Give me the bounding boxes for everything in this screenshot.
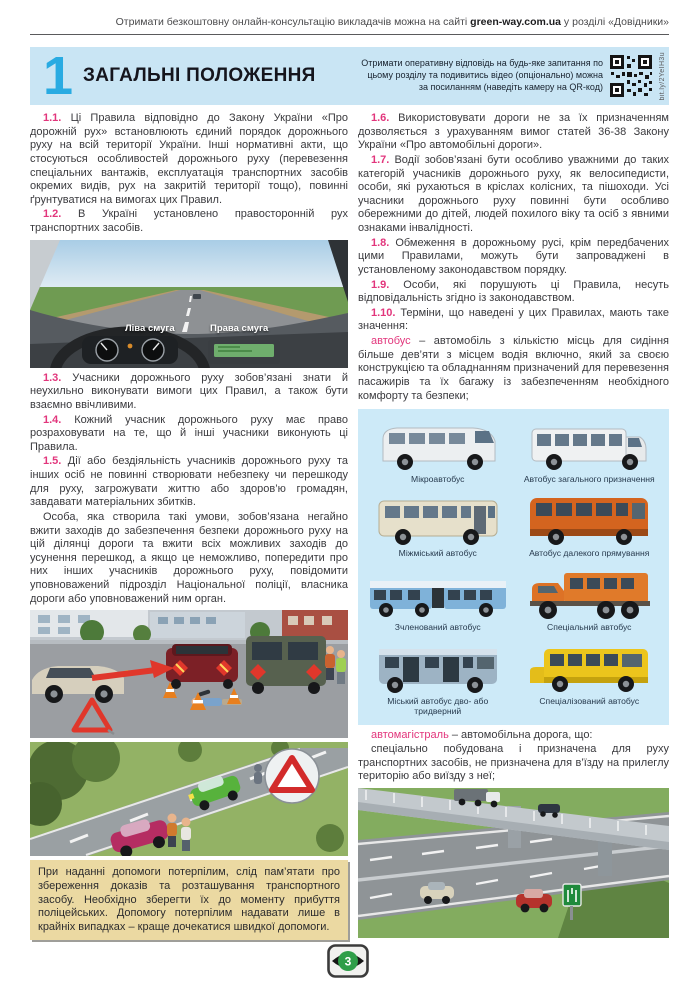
bus-type-articulated <box>364 567 512 633</box>
term-bus: автобус <box>371 335 411 347</box>
first-aid-note: При наданні допомоги потерпілим, слід пам’ятати про збереження доказів та розташування транспортного засобу. Необхідно зберегти їх до моменту прибуття поліцейських. Допомогу потерпілим надавати лише в крайніх випадках – краще дочекатися швидкої допомоги. <box>30 860 348 940</box>
bus-label: Зчленований автобус <box>394 621 481 632</box>
bus-label: Спеціальний автобус <box>547 621 632 632</box>
top-note <box>30 16 669 28</box>
paragraph-1-4 <box>30 414 348 455</box>
bus-type-long-distance <box>516 493 664 559</box>
paragraph-number: 1.8. <box>371 236 390 249</box>
bus-label: Автобус загального призначення <box>523 474 655 485</box>
qr-instructions: Отримати оперативну відповідь на будь-яке запитання по цьому розділу та подивитись відео (опціонально) можна за посиланням (наведіть камеру на QR-код) <box>361 58 603 92</box>
definition-bus <box>358 335 669 403</box>
paragraph-number: 1.5. <box>43 455 62 468</box>
top-note-prefix: Отримати безкоштовну онлайн-консультацію викладачів можна на сайті <box>115 16 471 28</box>
bus-label: Спеціалізований автобус <box>539 695 640 706</box>
paragraph-number: 1.4. <box>43 413 62 426</box>
header-rule <box>30 34 669 35</box>
bus-label: Автобус далекого прямування <box>529 548 650 558</box>
cockpit-road-illustration <box>30 240 348 368</box>
right-column <box>358 112 669 942</box>
paragraph-1-5 <box>30 455 348 510</box>
left-column <box>30 112 348 942</box>
bus-label: Мікроавтобус <box>411 474 465 485</box>
paragraph-number: 1.6. <box>371 112 390 124</box>
definition-motorway-continued <box>358 743 669 784</box>
right-lane-label: Права смуга <box>210 322 269 334</box>
definition-text: – автомобільна дорога, що: <box>448 728 593 741</box>
paragraph-text: В Україні установлено правосторонній рух транспортних засобів. <box>30 208 348 234</box>
motorway-illustration <box>358 788 669 938</box>
bus-types-panel <box>358 409 669 724</box>
bus-type-specialized <box>516 641 664 717</box>
bus-label: Міський автобус дво- або тридверний <box>387 695 489 716</box>
general-purpose-bus-illustration <box>524 419 654 473</box>
top-note-suffix: у розділі «Довідники» <box>561 16 669 28</box>
roadside-warning-illustration <box>30 742 348 856</box>
paragraph-1-3 <box>30 372 348 413</box>
accident-scene-illustration <box>30 610 348 738</box>
paragraph-text: Ці Правила відповідно до Закону України «Про дорожній рух» встановлюють єдиний порядок дорожнього руху на всій території України. Інші нормативні акти, що стосуються особливостей дорожнього руху (перевезення спеціальних вантажів, експлуатація транспортних засобів окремих видів, рух на закритій території тощо), повинні ґрунтуватися на вимогах цих Правил. <box>30 112 348 206</box>
city-bus-illustration <box>373 641 503 695</box>
paragraph-number: 1.10. <box>371 306 396 319</box>
paragraph-number: 1.7. <box>371 153 390 166</box>
articulated-bus-illustration <box>368 567 508 621</box>
paragraph-number: 1.3. <box>43 371 62 384</box>
paragraph-text: Обмеження в дорожньому русі, крім передбачених цими Правилами, можуть бути запроваджені в установленому законодавством порядку. <box>358 236 670 276</box>
paragraph-1-8 <box>358 237 669 278</box>
paragraph-number: 1.9. <box>371 278 390 291</box>
bus-label: Міжміський автобус <box>398 548 477 558</box>
definition-motorway <box>358 729 669 743</box>
paragraph-1-7 <box>358 154 669 236</box>
paragraph-1-2 <box>30 208 348 235</box>
paragraph-text: Водії зобов’язані бути особливо уважними до таких категорій учасників дорожнього руху, як велосипедисти, особи, які рухаються в кріслах колісних, та пішоходи. Усі учасники дорожнього руху повинні бути особливо обережними до дітей, людей похилого віку та осіб з явними ознаками інвалідності. <box>358 153 669 234</box>
paragraph-text: Дії або бездіяльність учасників дорожнього руху та інших осіб не повинні створювати небезпеку чи перешкоду для руху, загрожувати життю або здоров’ю громадян, завдавати матеріальних збитків. <box>30 455 348 509</box>
site-link[interactable]: green-way.com.ua <box>470 16 562 28</box>
paragraph-text: Особа, яка створила такі умови, зобов’язана негайно вжити заходів до забезпечення безпеки дорожнього руху на цій ділянці дороги та вжити всіх можливих заходів до усунення перешкод, а якщо це неможливо, попередити про них інших учасників дорожнього руху, повідомити уповноважений підрозділ Національної поліції, власника дороги або уповноважений ним орган. <box>30 510 348 605</box>
specialized-bus-illustration <box>524 641 654 695</box>
bus-type-general-purpose <box>516 419 664 485</box>
paragraph-number: 1.2. <box>43 208 62 221</box>
qr-block <box>356 52 669 101</box>
paragraph-text: Кожний учасник дорожнього руху має право розраховувати на те, що й інші учасники виконують ці Правила. <box>30 413 349 453</box>
intercity-bus-illustration <box>373 493 503 547</box>
qr-link-text: bit.ly/2YeIH3u <box>659 51 666 101</box>
paragraph-text: Учасники дорожнього руху зобов’язані знати й неухильно виконувати вимоги цих Правил, а також бути взаємно ввічливими. <box>30 371 348 411</box>
page-number: 3 <box>344 954 352 969</box>
chapter-number: 1 <box>43 45 74 106</box>
paragraph-number: 1.1. <box>43 112 62 124</box>
bus-type-intercity <box>364 493 512 559</box>
paragraph-text: Терміни, що наведені у цих Правилах, мають таке значення: <box>358 306 669 333</box>
paragraph-text: Використовувати дороги не за їх призначенням дозволяється з урахуванням вимог статей 36-38 Закону України «Про автомобільні дороги». <box>358 112 669 152</box>
qr-code-icon[interactable] <box>608 53 654 99</box>
paragraph-1-10 <box>358 307 669 334</box>
bus-type-special <box>516 567 664 633</box>
microbus-illustration <box>373 419 503 473</box>
paragraph-1-6 <box>358 112 669 153</box>
bus-type-city <box>364 641 512 717</box>
paragraph-text: Особи, які порушують ці Правила, несуть відповідальність згідно із законодавством. <box>358 278 669 305</box>
special-bus-illustration <box>524 567 654 621</box>
definition-text: – автомобіль з кількістю місць для сидіння більше дев’яти з місцем водія включно, який за своєю конструкцією та обладнанням призначений для перевезення пасажирів та їх багажу із забезпеченням необхідного комфорту та безпеки; <box>358 335 669 402</box>
term-motorway: автомагістраль <box>371 728 449 741</box>
left-lane-label: Ліва смуга <box>125 322 175 334</box>
paragraph-1-1 <box>30 112 348 207</box>
paragraph-1-9 <box>358 279 669 306</box>
definition-text: спеціально побудована і призначена для руху транспортних засобів, не призначена для в’їзду на прилеглу територію або виїзду з неї; <box>358 743 669 783</box>
paragraph-1-5-continued <box>30 511 348 606</box>
content-columns <box>30 112 669 942</box>
chapter-title: ЗАГАЛЬНІ ПОЛОЖЕННЯ <box>83 65 316 86</box>
bus-type-microbus <box>364 419 512 485</box>
chapter-banner <box>30 47 669 105</box>
long-distance-coach-illustration <box>524 493 654 547</box>
page-number-marker <box>327 944 369 978</box>
